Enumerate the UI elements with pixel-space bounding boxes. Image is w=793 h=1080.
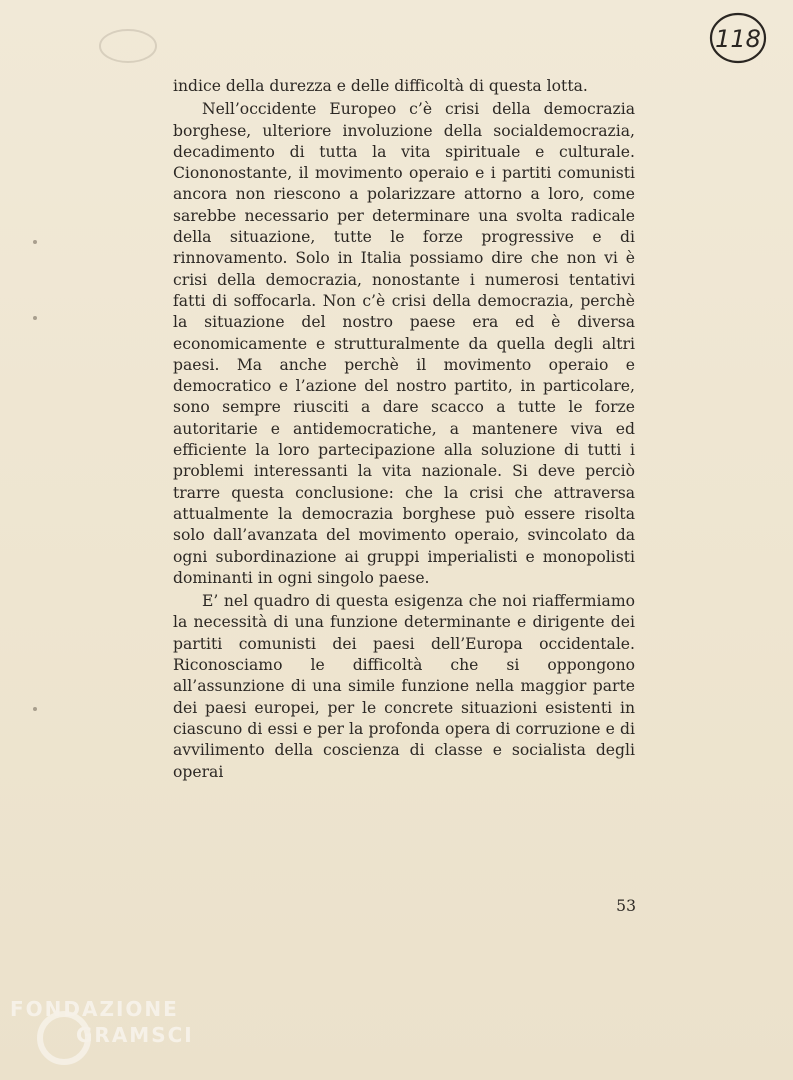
paragraph: E’ nel quadro di questa esigenza che noi riaffermiamo la necessità di una funzione determinante e dirigente dei partiti comunisti dei paesi dell’Europa occidentale. Riconosciamo le difficoltà che si oppongono all’assunzione di una simile funzione nella maggior parte dei paesi europei, per le concrete situazioni esistenti in ciascuno di essi e per la profonda opera di corruzione e di avvilimento della coscienza di classe e socialista degli operai <box>173 592 635 781</box>
body-text <box>173 76 635 785</box>
margin-mark <box>33 707 37 711</box>
margin-mark <box>33 240 37 244</box>
page-number: 53 <box>616 897 636 915</box>
watermark-line2: GRAMSCI <box>76 1023 194 1047</box>
watermark-line1: FONDAZIONE <box>10 997 179 1021</box>
paragraph: indice della durezza e delle difficoltà di questa lotta. <box>173 77 588 95</box>
fondazione-gramsci-watermark <box>6 990 216 1070</box>
faint-stamp-mark <box>96 26 160 66</box>
paragraph: Nell’occidente Europeo c’è crisi della democrazia borghese, ulteriore involuzione della socialdemocrazia, decadimento di tutta la vita spirituale e culturale. Ciononostante, il movimento operaio e i partiti comunisti ancora non riescono a polarizzare attorno a loro, come sarebbe necessario per determinare una svolta radicale della situazione, tutte le forze progressive e di rinnovamento. Solo in Italia possiamo dire che non vi è crisi della democrazia, nonostante i numerosi tentativi fatti di soffocarla. Non c’è crisi della democrazia, perchè la situazione del nostro paese era ed è diversa economicamente e strutturalmente da quella degli altri paesi. Ma anche perchè il movimento operaio e democratico e l’azione del nostro partito, in particolare, sono sempre riusciti a dare scacco a tutte le forze autoritarie e antidemocratiche, a mantenere viva ed efficiente la loro partecipazione alla soluzione di tutti i problemi interessanti la vita nazionale. Si deve perciò trarre questa conclusione: che la crisi che attraversa attualmente la democrazia borghese può essere risolta solo dall’avanzata del movimento operaio, svincolato da ogni subordinazione ai gruppi imperialisti e monopolisti dominanti in ogni singolo paese. <box>173 100 635 587</box>
archive-page-number-stamp <box>708 10 768 66</box>
archive-number-text: 118 <box>715 25 761 53</box>
margin-mark <box>33 316 37 320</box>
